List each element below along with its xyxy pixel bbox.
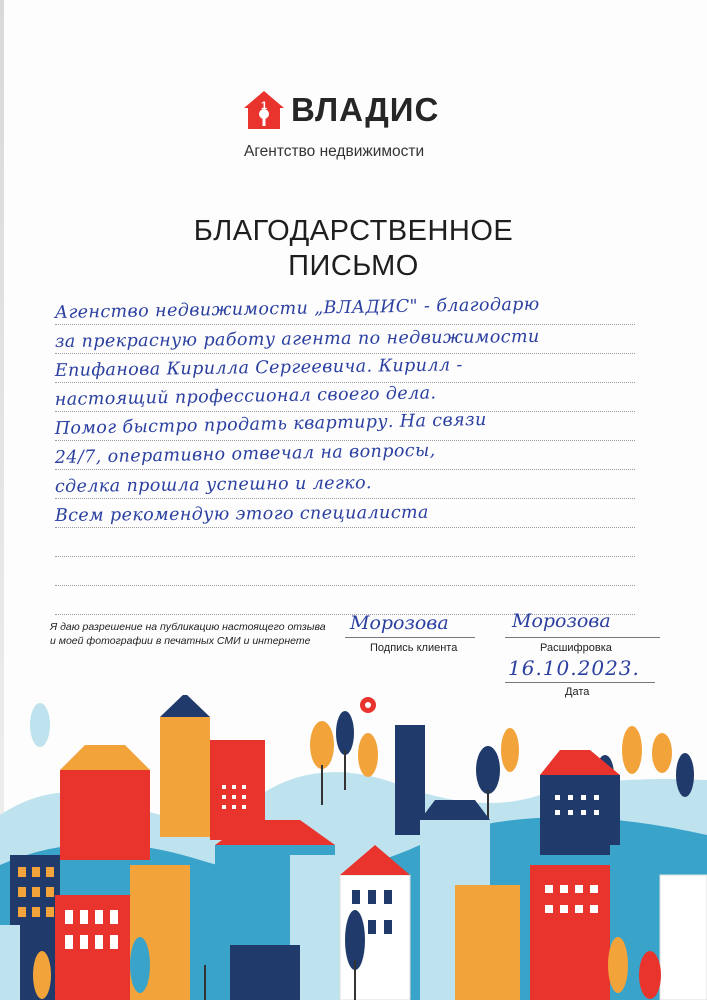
logo-digit: 1	[260, 100, 268, 112]
handwritten-date: 16.10.2023.	[508, 656, 640, 680]
letter-title-line1: БЛАГОДАРСТВЕННОЕ	[193, 215, 514, 247]
ruled-line	[55, 325, 635, 354]
ruled-line	[55, 354, 635, 383]
company-logo	[243, 90, 439, 130]
handwritten-line: Помог быстро продать квартиру. На связи	[54, 409, 487, 439]
ruled-line	[55, 470, 635, 499]
house-key-icon	[243, 90, 285, 130]
brand-name: ВЛАДИС	[291, 91, 440, 128]
client-name-decode: Морозова	[512, 610, 611, 632]
letter-title-line2: ПИСЬМО	[288, 250, 419, 282]
client-signature: Морозова	[350, 612, 449, 634]
ruled-line	[55, 296, 635, 325]
brand-subtitle: Агентство недвижимости	[244, 143, 425, 160]
consent-line2: и моей фотографии в печатных СМИ и интернете	[50, 635, 311, 647]
handwritten-line: Епифанова Кирилла Сергеевича. Кирилл -	[54, 355, 463, 381]
ruled-line	[55, 499, 635, 528]
city-illustration	[0, 695, 707, 1000]
date-line	[505, 682, 655, 683]
ruled-line	[55, 557, 635, 586]
signature-line	[345, 637, 475, 638]
handwritten-text-area	[55, 296, 635, 615]
ruled-line	[54, 409, 635, 441]
handwritten-line: Агенство недвижимости „ВЛАДИС" - благодарю	[54, 294, 540, 323]
name-caption: Расшифровка	[540, 642, 612, 654]
name-line	[505, 637, 660, 638]
ruled-line	[55, 528, 635, 557]
handwritten-line: сделка прошла успешно и легко.	[54, 473, 373, 497]
handwritten-line: 24/7, оперативно отвечал на вопросы,	[54, 440, 436, 468]
handwritten-line: за прекрасную работу агента по недвижимости	[54, 326, 540, 352]
ruled-line	[55, 441, 635, 470]
handwritten-line: настоящий профессионал своего дела.	[54, 383, 437, 410]
consent-line1: Я даю разрешение на публикацию настоящего отзыва	[50, 621, 326, 633]
date-caption: Дата	[565, 686, 590, 698]
publication-consent	[50, 620, 350, 648]
ruled-line	[55, 383, 635, 412]
signature-caption: Подпись клиента	[370, 642, 458, 654]
handwritten-line: Всем рекомендую этого специалиста	[54, 502, 429, 526]
